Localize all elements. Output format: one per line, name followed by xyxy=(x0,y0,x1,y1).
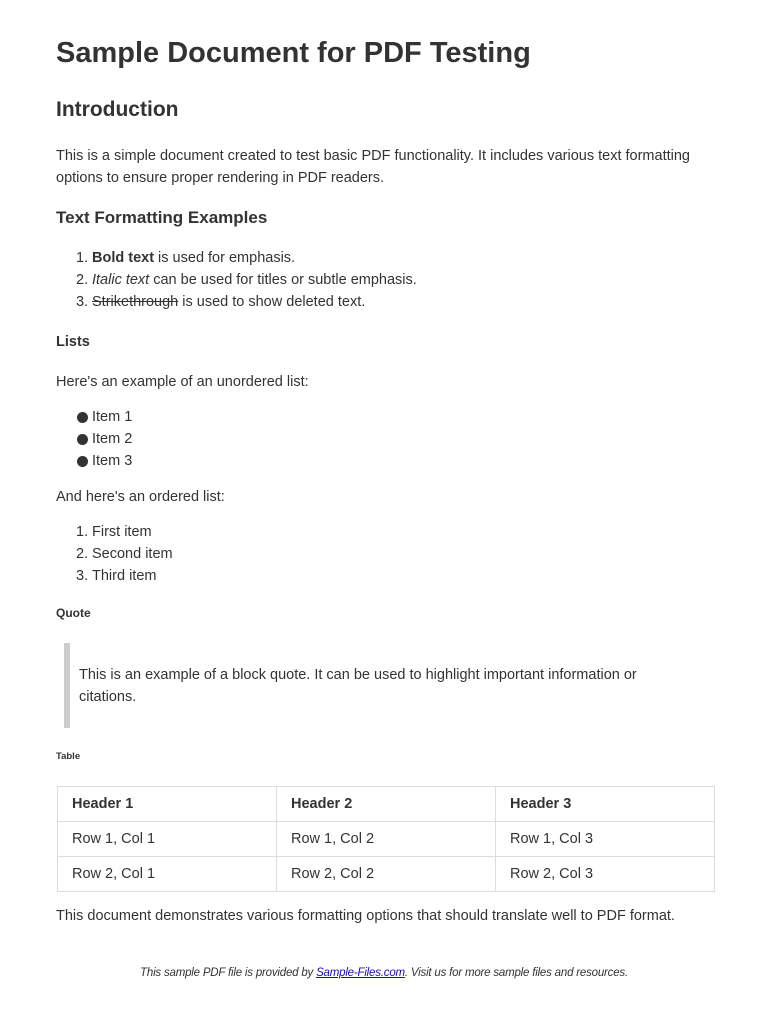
bullet-icon xyxy=(77,434,88,445)
strikethrough-text: Strikethrough xyxy=(92,294,179,310)
quote-heading: Quote xyxy=(56,606,91,620)
table-cell: Row 1, Col 1 xyxy=(58,822,277,857)
list-item xyxy=(56,565,173,587)
block-quote xyxy=(64,643,664,728)
list-item-text: Item 2 xyxy=(92,431,133,447)
list-item-text: Second item xyxy=(92,546,173,562)
list-number: 3. xyxy=(76,294,89,310)
list-item xyxy=(56,428,132,450)
formatting-list xyxy=(56,247,417,313)
list-item-text: Item 1 xyxy=(92,409,133,425)
list-item xyxy=(56,291,417,313)
introduction-line-2: options to ensure proper rendering in PDF readers. xyxy=(56,170,385,186)
footer-note xyxy=(0,967,768,979)
table-header-cell: Header 3 xyxy=(496,787,715,822)
introduction-heading: Introduction xyxy=(56,98,179,121)
table-cell: Row 1, Col 2 xyxy=(277,822,496,857)
list-item xyxy=(56,247,417,269)
quote-line-1: This is an example of a block quote. It can be used to highlight important information or xyxy=(79,667,637,683)
list-item xyxy=(56,521,173,543)
table-cell: Row 1, Col 3 xyxy=(496,822,715,857)
footer-prefix: This sample PDF file is provided by xyxy=(140,967,317,979)
table-header-row xyxy=(58,787,715,822)
bold-text: Bold text xyxy=(92,250,155,266)
italic-text: Italic text xyxy=(92,272,150,288)
footer-suffix: . Visit us for more sample files and resources. xyxy=(404,967,628,979)
list-item-text: Third item xyxy=(92,568,157,584)
list-item xyxy=(56,450,132,472)
list-item xyxy=(56,543,173,565)
unordered-list xyxy=(56,406,132,472)
list-number: 3. xyxy=(76,568,89,584)
document-title: Sample Document for PDF Testing xyxy=(56,37,531,69)
list-item xyxy=(56,406,132,428)
list-item-text: First item xyxy=(92,524,152,540)
table-heading: Table xyxy=(56,751,81,762)
list-item-text: is used for emphasis. xyxy=(154,250,296,266)
list-number: 2. xyxy=(76,272,89,288)
table-header-cell: Header 1 xyxy=(58,787,277,822)
table-row xyxy=(58,857,715,892)
list-number: 2. xyxy=(76,546,89,562)
list-item-text: Item 3 xyxy=(92,453,133,469)
unordered-intro: Here's an example of an unordered list: xyxy=(56,374,309,390)
table-header-cell: Header 2 xyxy=(277,787,496,822)
table-cell: Row 2, Col 2 xyxy=(277,857,496,892)
bullet-icon xyxy=(77,412,88,423)
list-number: 1. xyxy=(76,250,89,266)
list-item-text: can be used for titles or subtle emphasis. xyxy=(149,272,417,288)
list-number: 1. xyxy=(76,524,89,540)
table-row xyxy=(58,822,715,857)
ordered-list xyxy=(56,521,173,587)
list-item xyxy=(56,269,417,291)
introduction-line-1: This is a simple document created to test basic PDF functionality. It includes various text formatting xyxy=(56,148,690,164)
introduction-paragraph xyxy=(56,145,690,189)
bullet-icon xyxy=(77,456,88,467)
quote-line-2: citations. xyxy=(79,689,137,705)
ordered-intro: And here's an ordered list: xyxy=(56,489,225,505)
data-table xyxy=(57,786,715,892)
table-cell: Row 2, Col 1 xyxy=(58,857,277,892)
formatting-heading: Text Formatting Examples xyxy=(56,208,268,227)
list-item-text: is used to show deleted text. xyxy=(178,294,366,310)
closing-paragraph: This document demonstrates various formatting options that should translate well to PDF format. xyxy=(56,908,675,924)
table-cell: Row 2, Col 3 xyxy=(496,857,715,892)
lists-heading: Lists xyxy=(56,334,90,350)
sample-files-link[interactable]: Sample-Files.com xyxy=(316,967,405,979)
